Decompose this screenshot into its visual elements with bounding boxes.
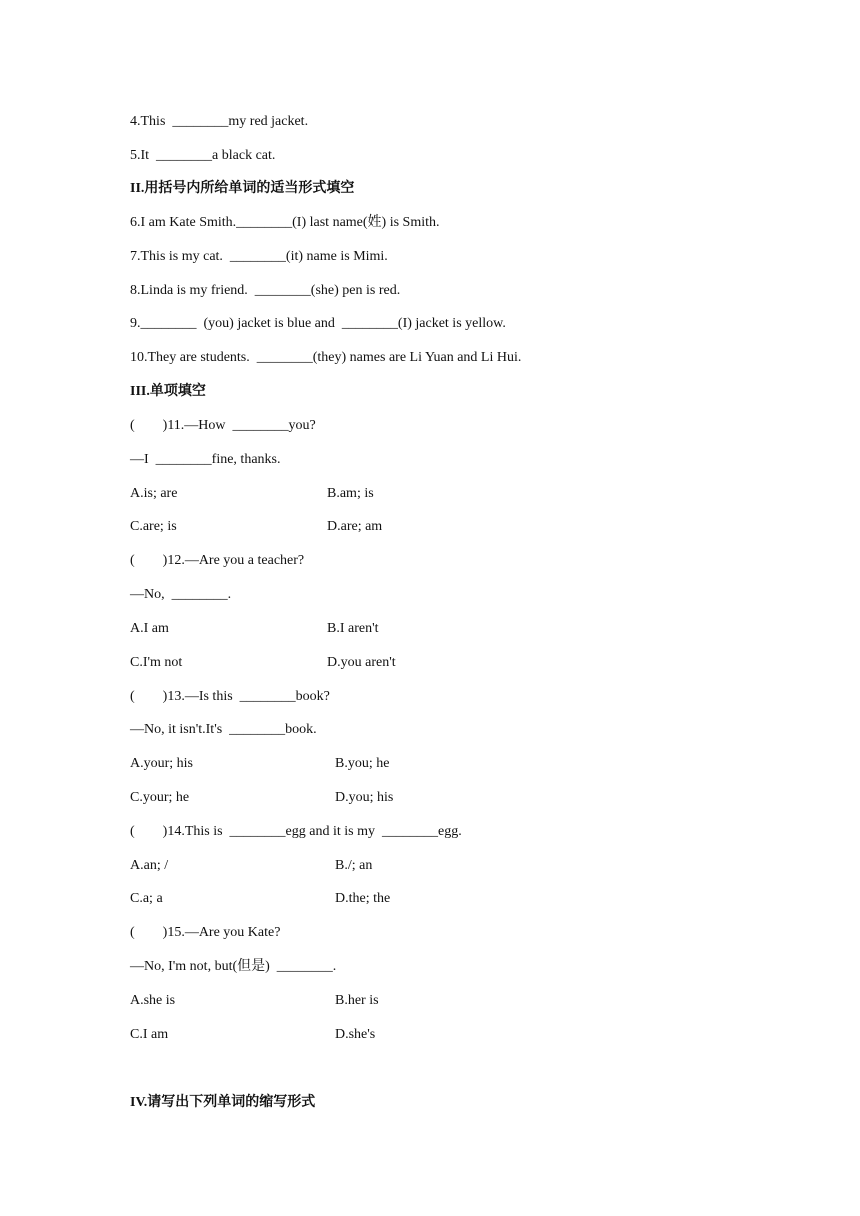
option-12-d: D.you aren't bbox=[327, 655, 396, 670]
question-10: 10.They are students. ________(they) names are Li Yuan and Li Hui. bbox=[130, 350, 522, 365]
question-13: ( )13.—Is this ________book? bbox=[130, 689, 330, 704]
question-11: ( )11.—How ________you? bbox=[130, 418, 316, 433]
question-5: 5.It ________a black cat. bbox=[130, 148, 276, 163]
option-13-d: D.you; his bbox=[335, 790, 394, 805]
section-heading-ii: II.用括号内所给单词的适当形式填空 bbox=[130, 181, 355, 196]
question-7: 7.This is my cat. ________(it) name is Mimi. bbox=[130, 249, 388, 264]
option-13-b: B.you; he bbox=[335, 756, 390, 771]
option-14-b: B./; an bbox=[335, 858, 373, 873]
option-15-b: B.her is bbox=[335, 993, 379, 1008]
option-11-b: B.am; is bbox=[327, 486, 374, 501]
option-14-d: D.the; the bbox=[335, 891, 391, 906]
question-9: 9.________ (you) jacket is blue and ________(I) jacket is yellow. bbox=[130, 316, 506, 331]
question-8: 8.Linda is my friend. ________(she) pen is red. bbox=[130, 283, 401, 298]
question-4: 4.This ________my red jacket. bbox=[130, 114, 309, 129]
option-11-c: C.are; is bbox=[130, 519, 177, 534]
option-14-c: C.a; a bbox=[130, 891, 163, 906]
option-12-a: A.I am bbox=[130, 621, 169, 636]
option-12-c: C.I'm not bbox=[130, 655, 183, 670]
option-15-c: C.I am bbox=[130, 1027, 169, 1042]
option-11-d: D.are; am bbox=[327, 519, 383, 534]
question-15: ( )15.—Are you Kate? bbox=[130, 925, 281, 940]
option-11-a: A.is; are bbox=[130, 486, 178, 501]
question-12: ( )12.—Are you a teacher? bbox=[130, 553, 305, 568]
question-15-answer-line: —No, I'm not, but(但是) ________. bbox=[130, 959, 337, 974]
question-6: 6.I am Kate Smith.________(I) last name(姓) is Smith. bbox=[130, 215, 440, 230]
option-15-a: A.she is bbox=[130, 993, 176, 1008]
option-13-a: A.your; his bbox=[130, 756, 193, 771]
question-11-answer-line: —I ________fine, thanks. bbox=[130, 452, 281, 467]
question-12-answer-line: —No, ________. bbox=[130, 587, 232, 602]
option-14-a: A.an; / bbox=[130, 858, 169, 873]
question-14: ( )14.This is ________egg and it is my ________egg. bbox=[130, 824, 462, 839]
question-13-answer-line: —No, it isn't.It's ________book. bbox=[130, 722, 317, 737]
section-heading-iii: III.单项填空 bbox=[130, 384, 206, 399]
option-12-b: B.I aren't bbox=[327, 621, 379, 636]
section-heading-iv: IV.请写出下列单词的缩写形式 bbox=[130, 1095, 316, 1110]
option-13-c: C.your; he bbox=[130, 790, 190, 805]
option-15-d: D.she's bbox=[335, 1027, 376, 1042]
